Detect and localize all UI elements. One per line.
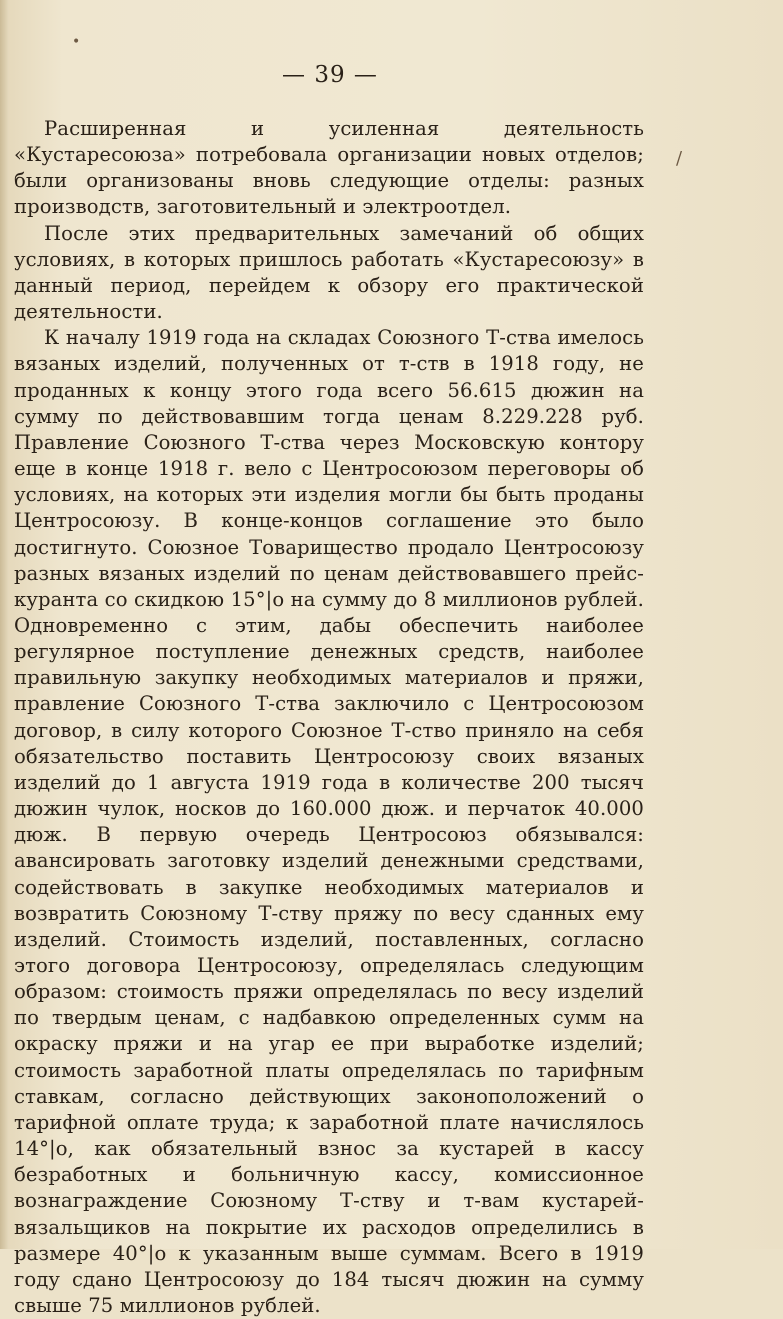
ink-speck: • [72, 34, 81, 50]
page-number: — 39 — [282, 62, 378, 88]
paragraph: После этих предварительных замечаний об общих условиях, в которых пришлось работать «Кустаресоюзу» в данный период, перейдем к обзору его практической деятельности. [14, 221, 644, 324]
paragraph: К началу 1919 года на складах Союзного Т-ства имелось вязаных изделий, полученных от т-ств в 1918 году, не проданных к концу этого года всего 56.615 дюжин на сумму по действовавшим тогда ценам 8.229.228 руб. Правление Союзного Т-ства через Московскую контору еще в конце 1918 г. вело с Центросоюзом переговоры об условиях, на которых эти изделия могли бы быть проданы Центросоюзу. В конце-концов соглашение это было достигнуто. Союзное Товарищество продало Центросоюзу разных вязаных изделий по ценам действовавшего прейс-куранта со скидкою 15°|о на сумму до 8 миллионов рублей. Одновременно с этим, дабы обеспечить наиболее регулярное поступление денежных средств, наиболее правильную закупку необходимых материалов и пряжи, правление Союзного Т-ства заключило с Центросоюзом договор, в силу которого Союзное Т-ство приняло на себя обязательство поставить Центросоюзу своих вязаных изделий до 1 августа 1919 года в количестве 200 тысяч дюжин чулок, носков до 160.000 дюж. и перчаток 40.000 дюж. В первую очередь Центросоюз обязывался: авансировать заготовку изделий денежными средствами, содействовать в закупке необходимых материалов и возвратить Союзному Т-ству пряжу по весу сданных ему изделий. Стоимость изделий, поставленных, согласно этого договора Центросоюзу, определялась следующим образом: стоимость пряжи определялась по весу изделий по твердым ценам, с надбавкою определенных сумм на окраску пряжи и на угар ее при выработке изделий; стоимость заработной платы определялась по тарифным ставкам, согласно действующих законоположений о тарифной оплате труда; к заработной плате начислялось 14°|о, как обязательный взнос за кустарей в кассу безработных и больничную кассу, комиссионное вознаграждение Союзному Т-ству и т-вам кустарей-вязальщиков на покрытие их расходов определились в размере 40°|о к указанным выше суммам. Всего в 1919 году сдано Центросоюзу до 184 тысяч дюжин на сумму свыше 75 миллионов рублей. [14, 326, 644, 1318]
paragraph: Расширенная и усиленная деятельность «Кустаресоюза» потребовала организации новых отделов; были организованы вновь следующие отделы: разных производств, заготовительный и электроотдел. [14, 117, 644, 219]
body-text [14, 116, 644, 1319]
page-fold-shadow [0, 0, 9, 1249]
pencil-mark: / [676, 148, 683, 169]
